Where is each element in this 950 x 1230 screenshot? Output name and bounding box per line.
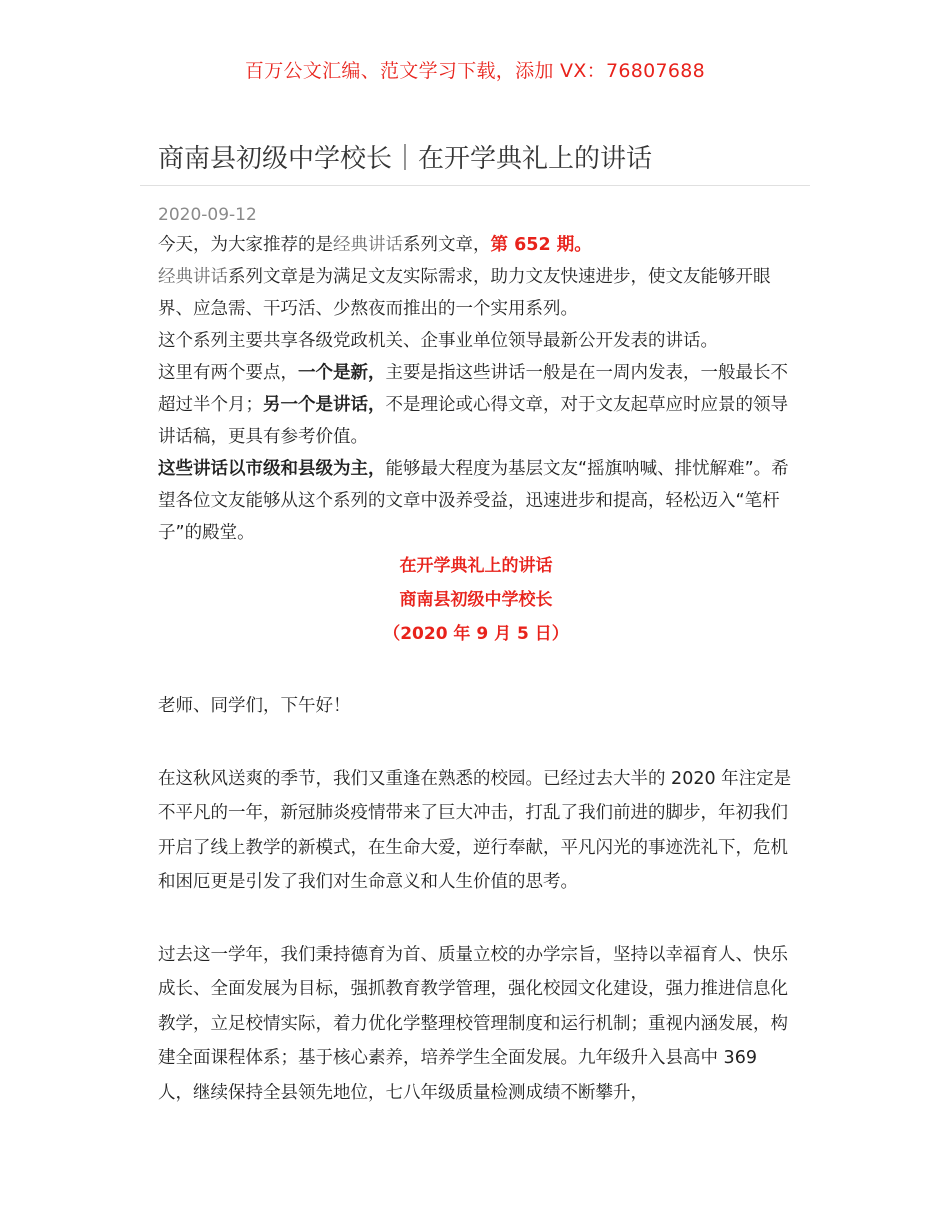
series-name: 经典讲话 [158,267,228,287]
speech-paragraph-2: 过去这一学年，我们秉持德育为首、质量立校的办学宗旨，坚持以幸福育人、快乐成长、全面发展为目标，强抓教育教学管理，强化校园文化建设，强力推进信息化教学，立足校情实际，着力优化学整理校管理制度和运行机制；重视内涵发展，构建全面课程体系；基于核心素养，培养学生全面发展。九年级升入县高中 369 人，继续保持全县领先地位，七八年级质量检测成绩不断攀升， [158,944,788,1103]
intro-text: 今天，为大家推荐的是 [158,235,333,255]
key-point-speech: 另一个是讲话， [263,395,386,415]
title-divider [140,185,810,186]
intro-paragraph-4 [158,357,794,453]
intro-text: 能够最大程度为基层文友“摇旗呐喊、排忧解难”。希望各位文友能够从这个系列的文章中汲养受益，迅速进步和提高，轻松迈入“笔杆子”的殿堂。 [158,459,789,543]
intro-paragraph-2 [158,261,794,325]
article-body [158,201,794,1110]
intro-paragraph-5 [158,453,794,549]
intro-paragraph-1 [158,229,794,261]
key-point-level: 这些讲话以市级和县级为主， [158,459,386,479]
key-point-new: 一个是新， [298,363,386,383]
intro-text: 系列文章， [403,235,491,255]
spacer [158,900,794,938]
speech-date: （2020 年 9 月 5 日） [383,624,569,644]
issue-number: 第 652 期。 [490,235,592,255]
intro-text: 这里有两个要点， [158,363,298,383]
intro-paragraph-3: 这个系列主要共享各级党政机关、企事业单位领导最新公开发表的讲话。 [158,331,718,351]
speech-speaker: 商南县初级中学校长 [399,590,553,610]
publish-date: 2020-09-12 [158,205,257,225]
series-name: 经典讲话 [333,235,403,255]
speech-title: 在开学典礼上的讲话 [399,556,553,576]
spacer [158,651,794,689]
intro-text: 不是理论或心得文章，对于文友起草应时应景的领导讲话稿，更具有参考价值。 [158,395,788,447]
article-title: 商南县初级中学校长｜在开学典礼上的讲话 [158,144,653,174]
speech-greeting: 老师、同学们，下午好！ [158,696,351,716]
speech-paragraph-1: 在这秋风送爽的季节，我们又重逢在熟悉的校园。已经过去大半的 2020 年注定是不平凡的一年，新冠肺炎疫情带来了巨大冲击，打乱了我们前进的脚步，年初我们开启了线上教学的新模式，在生命大爱，逆行奉献，平凡闪光的事迹洗礼下，危机和困厄更是引发了我们对生命意义和人生价值的思考。 [158,768,792,892]
promo-banner: 百万公文汇编、范文学习下载，添加 VX：76807688 [244,60,706,82]
spacer [158,724,794,762]
intro-text: 系列文章是为满足文友实际需求，助力文友快速进步，使文友能够开眼界、应急需、干巧活、少熬夜而推出的一个实用系列。 [158,267,771,319]
intro-text: 主要是指这些讲话一般是在一周内发表，一般最长不超过半个月； [158,363,788,415]
